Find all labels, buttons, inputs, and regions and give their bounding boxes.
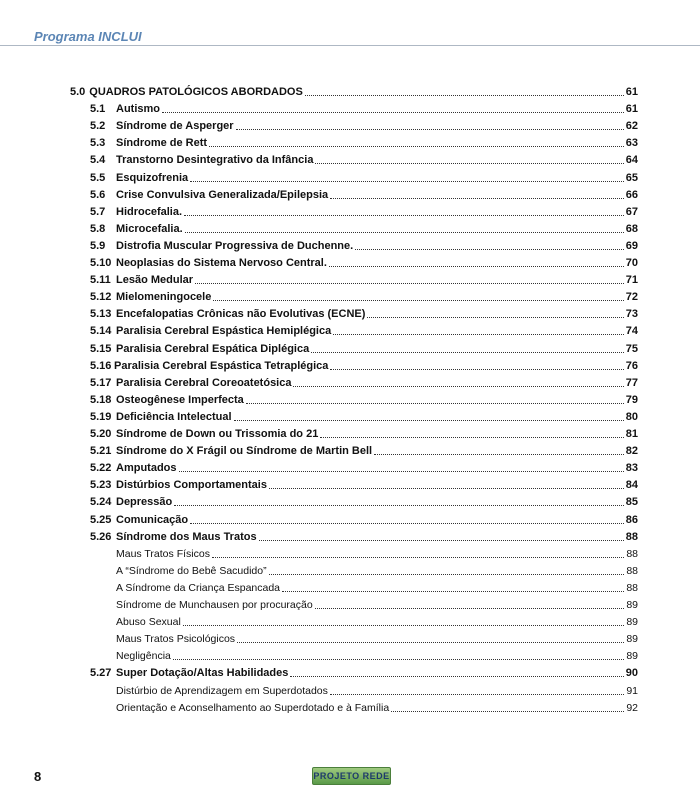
toc-entry-page: 88 bbox=[626, 547, 638, 560]
toc-entry-title: Síndrome dos Maus Tratos bbox=[116, 530, 257, 543]
toc-entry-title: Síndrome do X Frágil ou Síndrome de Martin Bell bbox=[116, 445, 373, 458]
toc-dot-leader bbox=[367, 317, 623, 318]
toc-entry bbox=[0, 150, 700, 167]
toc-entry-title: Comunicação bbox=[116, 513, 189, 526]
toc-dot-leader bbox=[259, 540, 624, 541]
toc-dot-leader bbox=[315, 608, 625, 609]
toc-entry-page: 90 bbox=[625, 667, 638, 680]
toc-entry bbox=[0, 270, 700, 287]
toc-entry bbox=[0, 116, 700, 133]
toc-dot-leader bbox=[185, 232, 624, 233]
toc-entry-page: 64 bbox=[625, 154, 638, 167]
toc-entry bbox=[0, 304, 700, 321]
toc-entry-title: Lesão Medular bbox=[116, 274, 194, 287]
toc-entry-page: 88 bbox=[626, 564, 638, 577]
toc-entry-title: Negligência bbox=[116, 650, 171, 663]
toc-entry-number: 5.17 bbox=[90, 376, 112, 389]
toc-entry bbox=[0, 663, 700, 680]
toc-entry-page: 69 bbox=[625, 239, 638, 252]
toc-entry-title: Esquizofrenia bbox=[116, 171, 189, 184]
toc-dot-leader bbox=[290, 676, 623, 677]
toc-entry-page: 88 bbox=[626, 581, 638, 594]
toc-entry-title: Depressão bbox=[116, 496, 173, 509]
toc-dot-leader bbox=[315, 163, 623, 164]
toc-entry-page: 92 bbox=[626, 701, 638, 714]
toc-entry-title: Maus Tratos Físicos bbox=[116, 547, 210, 560]
toc-entry-title: Microcefalia. bbox=[116, 222, 183, 235]
toc-dot-leader bbox=[237, 642, 624, 643]
toc-dot-leader bbox=[212, 557, 624, 558]
toc-dot-leader bbox=[195, 283, 624, 284]
toc-entry-number: 5.11 bbox=[90, 274, 111, 287]
toc-entry bbox=[0, 612, 700, 629]
toc-entry-title: QUADROS PATOLÓGICOS ABORDADOS bbox=[89, 86, 303, 98]
toc-entry-page: 86 bbox=[625, 513, 638, 526]
toc-entry-number: 5.26 bbox=[90, 530, 112, 543]
toc-entry bbox=[0, 407, 700, 424]
toc-entry-number: 5.22 bbox=[90, 462, 112, 475]
toc-entry-page: 62 bbox=[625, 120, 638, 133]
toc-entry-page: 82 bbox=[625, 445, 638, 458]
toc-entry-page: 74 bbox=[625, 325, 638, 338]
toc-entry-number: 5.15 bbox=[90, 342, 112, 355]
toc-dot-leader bbox=[269, 488, 624, 489]
toc-dot-leader bbox=[355, 249, 624, 250]
toc-entry-page: 72 bbox=[625, 291, 638, 304]
toc-entry bbox=[0, 646, 700, 663]
toc-entry-title: Osteogênese Imperfecta bbox=[116, 393, 244, 406]
toc-entry-page: 89 bbox=[626, 650, 638, 663]
toc-entry-page: 89 bbox=[626, 599, 638, 611]
toc-entry bbox=[0, 253, 700, 270]
toc-entry-number: 5.8 bbox=[90, 222, 106, 235]
toc-entry-number: 5.3 bbox=[90, 137, 106, 150]
toc-entry-title: Encefalopatias Crônicas não Evolutivas (ECNE) bbox=[116, 308, 366, 321]
toc-entry-number: 5.2 bbox=[90, 120, 106, 133]
toc-entry bbox=[0, 698, 700, 715]
toc-dot-leader bbox=[330, 694, 624, 695]
toc-dot-leader bbox=[184, 215, 624, 216]
toc-dot-leader bbox=[311, 352, 624, 353]
toc-entry bbox=[0, 544, 700, 561]
toc-dot-leader bbox=[329, 266, 624, 267]
toc-entry-page: 88 bbox=[625, 530, 638, 543]
toc-entry-title: Orientação e Aconselhamento ao Superdotado e à Família bbox=[116, 701, 390, 714]
toc-entry-title: Síndrome de Asperger bbox=[116, 120, 234, 133]
toc-entry bbox=[0, 390, 700, 407]
toc-entry-title: Autismo bbox=[116, 103, 160, 116]
toc-dot-leader bbox=[320, 437, 623, 438]
toc-entry-number: 5.16 bbox=[90, 359, 112, 372]
toc-entry-title: Crise Convulsiva Generalizada/Epilepsia bbox=[116, 188, 329, 201]
toc-dot-leader bbox=[246, 403, 624, 404]
toc-entry-number: 5.14 bbox=[90, 325, 112, 338]
toc-entry-page: 70 bbox=[625, 257, 638, 269]
toc-dot-leader bbox=[174, 505, 623, 506]
toc-entry-number: 5.13 bbox=[90, 308, 112, 321]
toc-entry bbox=[0, 441, 700, 458]
toc-entry bbox=[0, 99, 700, 116]
toc-dot-leader bbox=[330, 369, 623, 370]
header-divider bbox=[0, 45, 700, 46]
toc-dot-leader bbox=[305, 95, 624, 96]
toc-dot-leader bbox=[190, 523, 624, 524]
toc-entry-title: Deficiência Intelectual bbox=[116, 410, 232, 423]
toc-entry-page: 76 bbox=[625, 359, 638, 372]
toc-entry-number: 5.12 bbox=[90, 291, 112, 304]
toc-entry bbox=[0, 475, 700, 492]
toc-entry bbox=[0, 458, 700, 475]
page-number: 8 bbox=[34, 769, 42, 784]
toc-entry-page: 66 bbox=[625, 188, 638, 201]
toc-dot-leader bbox=[236, 129, 624, 130]
toc-entry bbox=[0, 595, 700, 612]
toc-entry-page: 68 bbox=[625, 222, 638, 235]
toc-entry bbox=[0, 681, 700, 698]
toc-dot-leader bbox=[162, 112, 624, 113]
toc-dot-leader bbox=[173, 659, 624, 660]
toc-entry-title: Paralisia Cerebral Espástica Hemiplégica bbox=[116, 325, 332, 338]
toc-entry-number: 5.24 bbox=[90, 496, 112, 509]
toc-dot-leader bbox=[333, 334, 624, 335]
toc-entry bbox=[0, 373, 700, 390]
toc-entry-title: Transtorno Desintegrativo da Infância bbox=[116, 154, 314, 167]
toc-entry-page: 89 bbox=[626, 633, 638, 646]
toc-entry bbox=[0, 578, 700, 595]
toc-entry-title: Distúrbios Comportamentais bbox=[116, 479, 267, 492]
toc-entry-page: 71 bbox=[625, 274, 638, 287]
toc-entry-page: 75 bbox=[625, 342, 638, 355]
toc-entry-title: Síndrome de Munchausen por procuração bbox=[116, 599, 313, 611]
toc-entry-title: Paralisia Cerebral Espástica Tetraplégica bbox=[114, 359, 329, 372]
toc-entry-page: 65 bbox=[625, 171, 638, 184]
toc-dot-leader bbox=[190, 181, 624, 182]
toc-entry bbox=[0, 339, 700, 356]
projeto-rede-logo bbox=[312, 767, 391, 785]
toc-entry-page: 61 bbox=[625, 86, 638, 98]
toc-entry-title: Abuso Sexual bbox=[116, 616, 181, 629]
toc-entry-title: Síndrome de Down ou Trissomia do 21 bbox=[116, 428, 319, 440]
toc-entry-title: Maus Tratos Psicológicos bbox=[116, 633, 236, 646]
toc-entry-page: 80 bbox=[625, 410, 638, 423]
toc-entry-page: 89 bbox=[626, 616, 638, 629]
toc-entry-title: Super Dotação/Altas Habilidades bbox=[116, 667, 289, 680]
toc-dot-leader bbox=[213, 300, 623, 301]
toc-entry-page: 91 bbox=[626, 684, 638, 697]
toc-entry-number: 5.0 bbox=[70, 86, 86, 98]
toc-entry bbox=[0, 510, 700, 527]
toc-entry-number: 5.27 bbox=[90, 667, 112, 680]
toc-entry-number: 5.6 bbox=[90, 188, 106, 201]
toc-entry bbox=[0, 561, 700, 578]
toc-entry-number: 5.21 bbox=[90, 445, 112, 458]
toc-entry-number: 5.7 bbox=[90, 205, 106, 218]
toc-dot-leader bbox=[293, 386, 623, 387]
toc-entry-number: 5.19 bbox=[90, 410, 112, 423]
toc-entry-title: Hidrocefalia. bbox=[116, 205, 183, 218]
toc-entry bbox=[0, 236, 700, 253]
toc-entry bbox=[0, 629, 700, 646]
toc-dot-leader bbox=[374, 454, 624, 455]
toc-entry-number: 5.23 bbox=[90, 479, 112, 492]
toc-entry-number: 5.4 bbox=[90, 154, 106, 167]
page-header bbox=[0, 0, 700, 46]
toc-entry-page: 85 bbox=[625, 496, 638, 509]
toc-entry-title: Amputados bbox=[116, 462, 177, 475]
toc-entry bbox=[0, 202, 700, 219]
toc-dot-leader bbox=[179, 471, 624, 472]
toc-entry-number: 5.10 bbox=[90, 257, 112, 269]
toc-dot-leader bbox=[269, 574, 625, 575]
toc-entry-title: Síndrome de Rett bbox=[116, 137, 208, 150]
toc-entry bbox=[0, 492, 700, 509]
toc-entry-page: 83 bbox=[625, 462, 638, 475]
toc-entry bbox=[0, 168, 700, 185]
toc-dot-leader bbox=[234, 420, 624, 421]
toc-entry-number: 5.5 bbox=[90, 171, 106, 184]
toc-entry-number: 5.1 bbox=[90, 103, 106, 116]
toc-entry-number: 5.20 bbox=[90, 428, 112, 440]
toc-entry bbox=[0, 424, 700, 441]
toc-entry-page: 73 bbox=[625, 308, 638, 321]
toc-dot-leader bbox=[330, 198, 624, 199]
toc-entry-number: 5.9 bbox=[90, 239, 106, 252]
toc-entry-title: Paralisia Cerebral Espática Diplégica bbox=[116, 342, 310, 355]
toc-dot-leader bbox=[282, 591, 624, 592]
toc-entry-page: 67 bbox=[625, 205, 638, 218]
toc-entry-page: 81 bbox=[625, 428, 638, 440]
toc-dot-leader bbox=[391, 711, 624, 712]
toc-entry-title: Distrofia Muscular Progressiva de Duchenne. bbox=[116, 239, 354, 252]
toc-entry-page: 61 bbox=[625, 103, 638, 116]
toc-entry-number: 5.25 bbox=[90, 513, 112, 526]
toc-entry-title: A Síndrome da Criança Espancada bbox=[116, 581, 281, 594]
toc-dot-leader bbox=[183, 625, 625, 626]
toc-entry-page: 84 bbox=[625, 479, 638, 492]
toc-entry-title: Paralisia Cerebral Coreoatetósica bbox=[116, 376, 292, 389]
toc-entry bbox=[0, 185, 700, 202]
toc-entry-title: Neoplasias do Sistema Nervoso Central. bbox=[116, 257, 327, 269]
toc-entry bbox=[0, 356, 700, 373]
toc-entry-title: A “Síndrome do Bebê Sacudido” bbox=[116, 564, 267, 577]
toc-entry-title: Mielomeningocele bbox=[116, 291, 212, 304]
toc-entry bbox=[0, 321, 700, 338]
logo-text: PROJETO REDE bbox=[313, 771, 390, 781]
toc-entry-page: 79 bbox=[625, 393, 638, 406]
toc-dot-leader bbox=[209, 146, 624, 147]
toc-entry bbox=[0, 133, 700, 150]
toc-entry bbox=[0, 82, 700, 99]
toc-entry-page: 63 bbox=[625, 137, 638, 150]
toc-entry-title: Distúrbio de Aprendizagem em Superdotados bbox=[116, 684, 328, 697]
header-title: Programa INCLUI bbox=[34, 29, 142, 44]
toc-entry-page: 77 bbox=[625, 376, 638, 389]
toc-entry-number: 5.18 bbox=[90, 393, 112, 406]
toc-entry bbox=[0, 287, 700, 304]
toc-entry bbox=[0, 219, 700, 236]
toc-entry bbox=[0, 527, 700, 544]
